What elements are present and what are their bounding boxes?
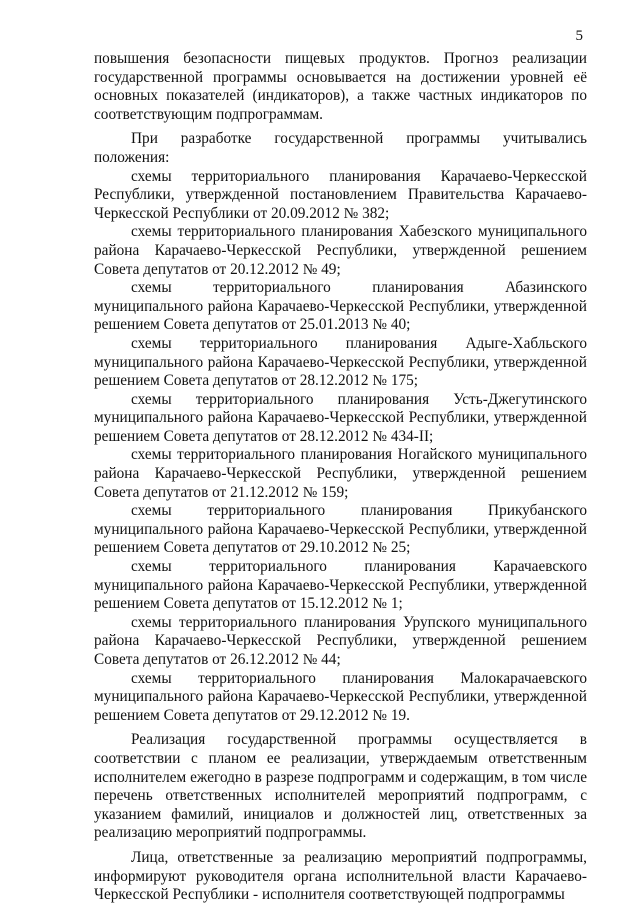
paragraph-implementation: Реализация государственной программы осуществляется в соответствии с планом ее реализации, утверждаемым ответственным исполнителем ежегодно в разрезе подпрограмм и содержащим, в том числе перечень ответственных исполнителей мероприятий подпрограмм, с указанием фамилий, инициалов и должностей лиц, ответственных за реализацию мероприятий подпрограммы. [94, 731, 587, 842]
list-item-khabez-scheme: схемы территориального планирования Хабезского муниципального района Карачаево-Черкесской Республики, утвержденной решением Совета депутатов от 20.12.2012 № 49; [94, 223, 587, 278]
list-item-malokarachaev-scheme: схемы территориального планирования Малокарачаевского муниципального района Карачаево-Черкесской Республики, утвержденной решением Совета депутатов от 29.12.2012 № 19. [94, 669, 587, 724]
list-item-nogai-scheme: схемы территориального планирования Ногайского муниципального района Карачаево-Черкесской Республики, утвержденной решением Совета депутатов от 21.12.2012 № 159; [94, 446, 587, 501]
list-item-kchr-scheme: схемы территориального планирования Карачаево-Черкесской Республики, утвержденной постановлением Правительства Карачаево-Черкесской Республики от 20.09.2012 № 382; [94, 167, 587, 222]
list-item-urup-scheme: схемы территориального планирования Урупского муниципального района Карачаево-Черкесской Республики, утвержденной решением Совета депутатов от 26.12.2012 № 44; [94, 613, 587, 668]
list-item-adyge-khabl-scheme: схемы территориального планирования Адыге-Хабльского муниципального района Карачаево-Черкесской Республики, утвержденной решением Совета депутатов от 28.12.2012 № 175; [94, 334, 587, 390]
paragraph-responsible-persons: Лица, ответственные за реализацию мероприятий подпрограммы, информируют руководителя органа исполнительной власти Карачаево-Черкесской Республики - исполнителя соответствующей подпрограммы [94, 848, 587, 904]
list-item-prikuban-scheme: схемы территориального планирования Прикубанского муниципального района Карачаево-Черкесской Республики, утвержденной решением Совета депутатов от 29.10.2012 № 25; [94, 502, 587, 557]
list-item-karachaev-scheme: схемы территориального планирования Карачаевского муниципального района Карачаево-Черкесской Республики, утвержденной решением Совета депутатов от 15.12.2012 № 1; [94, 558, 587, 613]
page-number: 5 [575, 28, 583, 44]
document-body [94, 50, 587, 905]
list-item-ust-dzheguta-scheme: схемы территориального планирования Усть-Джегутинского муниципального района Карачаево-Черкесской Республики, утвержденной решением Совета депутатов от 28.12.2012 № 434-II; [94, 390, 587, 445]
paragraph-continuation: повышения безопасности пищевых продуктов. Прогноз реализации государственной программы основывается на достижении уровней её основных показателей (индикаторов), а также частных индикаторов по соответствующим подпрограммам. [94, 50, 587, 123]
list-item-abaza-scheme: схемы территориального планирования Абазинского муниципального района Карачаево-Черкесской Республики, утвержденной решением Совета депутатов от 25.01.2013 № 40; [94, 279, 587, 334]
paragraph-intro: При разработке государственной программы учитывались положения: [94, 130, 587, 166]
